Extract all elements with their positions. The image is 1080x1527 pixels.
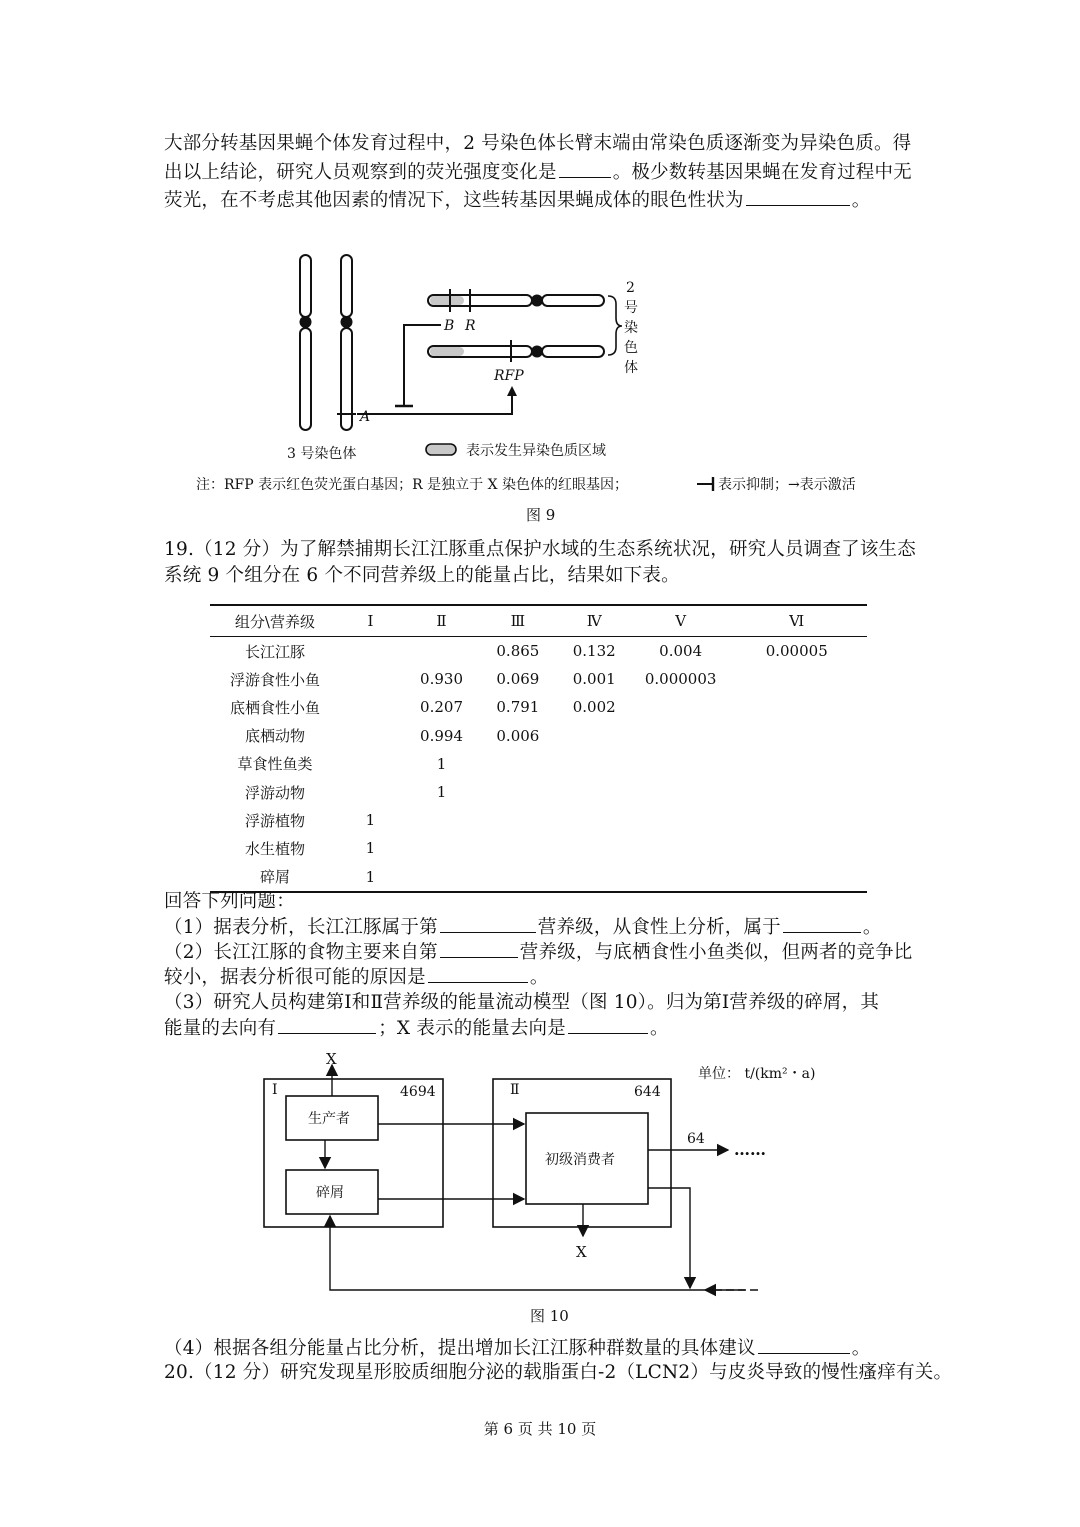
q1-text-b: 营养级，从食性上分析，属于: [537, 917, 781, 938]
intro-line-2a: 出以上结论，研究人员观察到的荧光强度变化是: [164, 162, 557, 183]
primary-consumer-label: 初级消费者: [545, 1152, 615, 1168]
table-cell: [554, 722, 635, 750]
q2-text-b: 营养级，与底栖食性小鱼类似，但两者的竞争比: [519, 942, 913, 963]
inhibition-line: [404, 325, 441, 406]
q2-text-c: 较小，据表分析很可能的原因是: [164, 967, 426, 988]
q20-line-1: 20.（12 分）研究发现星形胶质细胞分泌的载脂蛋白-2（LCN2）与皮炎导致的慢性瘙痒有关。: [164, 1362, 953, 1383]
table-row: [210, 834, 867, 862]
table-cell: [554, 806, 635, 834]
chromosome-2-label-ti: 体: [624, 360, 638, 376]
heterochromatin-legend-text: 表示发生异染色质区域: [466, 443, 606, 459]
q19-sub-2-cont: [164, 964, 549, 991]
table-cell: [635, 722, 727, 750]
table-header-cell: 组分\营养级: [210, 605, 340, 637]
table-cell: 0.994: [420, 726, 463, 745]
q3-text-b: 能量的去向有: [164, 1018, 277, 1039]
table-cell: [482, 778, 553, 806]
table-cell: [635, 750, 727, 778]
table-cell: 0.001: [572, 670, 616, 689]
table-cell: [401, 834, 482, 862]
table-cell: [482, 806, 553, 834]
table-cell: 0.004: [659, 642, 703, 661]
activation-line: [357, 392, 512, 414]
q19-line-1: 19.（12 分）为了解禁捕期长江江豚重点保护水域的生态系统状况，研究人员调查了该生态: [164, 539, 916, 560]
trophic-level-2-value: 644: [634, 1084, 661, 1100]
answer-prompt: 回答下列问题：: [164, 891, 295, 912]
centromere-3-left: [300, 316, 312, 328]
table-cell: 0.00005: [765, 642, 828, 661]
figure-9-note-b: 表示抑制；→表示激活: [718, 477, 856, 493]
table-cell: [726, 693, 867, 721]
figure-10-energy-flow-diagram: [0, 1040, 1080, 1300]
consumer-return-line: [648, 1188, 690, 1288]
table-cell: [482, 863, 553, 892]
table-cell: 1: [436, 783, 447, 802]
figure-10-caption: 图 10: [530, 1307, 569, 1325]
table-cell: [482, 750, 553, 778]
x-bottom-label: X: [576, 1243, 587, 1261]
intro-line-2b: 。极少数转基因果蝇在发育过程中无: [612, 162, 912, 183]
table-cell: 0.930: [420, 670, 463, 689]
chromosome-2-lower: [428, 340, 604, 362]
table-row: [210, 750, 867, 778]
table-cell: [340, 778, 401, 806]
table-cell: 0.132: [572, 642, 616, 661]
table-cell: 草食性鱼类: [237, 755, 313, 774]
table-row: [210, 778, 867, 806]
trophic-level-2-label: Ⅱ: [510, 1082, 520, 1098]
q4-text-b: 。: [851, 1338, 871, 1359]
activation-arrowhead: [507, 386, 517, 396]
table-cell: 0.002: [572, 698, 616, 717]
intro-line-2: [164, 159, 912, 186]
chromosome-2-label-hao: 号: [624, 300, 638, 316]
table-cell: [635, 693, 727, 721]
table-header-cell: Ⅲ: [482, 605, 553, 637]
table-row: [210, 806, 867, 834]
figure-9-note-a: 注：RFP 表示红色荧光蛋白基因；R 是独立于 X 染色体的红眼基因；: [196, 477, 628, 493]
table-cell: [726, 834, 867, 862]
table-cell: [340, 637, 401, 666]
answer-blank-q2-level[interactable]: [440, 939, 518, 958]
table-header-cell: Ⅵ: [726, 605, 867, 637]
q1-text-a: （1）据表分析，长江江豚属于第: [164, 917, 438, 938]
table-cell: 0.865: [496, 642, 540, 661]
q2-text-d: 。: [529, 967, 549, 988]
table-cell: [726, 722, 867, 750]
table-cell: 长江江豚: [244, 642, 305, 661]
chromosome-3-left: [300, 255, 311, 430]
q4-text-a: （4）根据各组分能量占比分析，提出增加长江江豚种群数量的具体建议: [164, 1338, 756, 1359]
table-cell: [340, 750, 401, 778]
table-cell: 1: [436, 754, 447, 773]
table-row: [210, 722, 867, 750]
detritus-label: 碎屑: [316, 1185, 344, 1201]
table-cell: 底栖食性小鱼: [229, 698, 320, 717]
table-cell: [401, 637, 482, 666]
table-cell: [635, 834, 727, 862]
table-cell: 碎屑: [210, 863, 340, 892]
table-cell: [554, 750, 635, 778]
chromosome-2-brace: [608, 296, 622, 355]
table-header-cell: Ⅱ: [401, 605, 482, 637]
table-cell: [726, 778, 867, 806]
trophic-level-1-label: Ⅰ: [272, 1082, 278, 1098]
q19-sub-2: [164, 939, 912, 966]
answer-blank-q3-detritus[interactable]: [278, 1015, 376, 1034]
centromere-3-right: [341, 316, 353, 328]
answer-blank-q2-reason[interactable]: [428, 964, 528, 983]
next-level-value: 64: [687, 1131, 705, 1147]
table-header-cell: Ⅳ: [554, 605, 635, 637]
intro-line-3b: 。: [851, 190, 871, 211]
table-cell: [401, 863, 482, 892]
q3-text-d: 。: [649, 1018, 669, 1039]
q19-sub-3-cont: [164, 1015, 669, 1042]
q2-text-a: （2）长江江豚的食物主要来自第: [164, 942, 438, 963]
heterochromatin-legend-swatch: [426, 444, 456, 455]
chromosome-2-label-num: 2: [626, 280, 635, 296]
chromosome-3-right: [341, 255, 352, 430]
producer-label: 生产者: [308, 1111, 350, 1127]
table-cell: 0.069: [496, 670, 540, 689]
table-cell: 0.006: [496, 726, 540, 745]
answer-blank-eye-color[interactable]: [746, 187, 850, 206]
table-cell: 浮游动物: [244, 783, 305, 802]
chromosome-2-label-se: 色: [624, 340, 638, 356]
intro-line-3a: 荧光，在不考虑其他因素的情况下，这些转基因果蝇成体的眼色性状为: [164, 190, 744, 211]
table-cell: 0.207: [420, 698, 463, 717]
table-cell: [726, 863, 867, 892]
table-cell: [401, 806, 482, 834]
energy-proportion-table: [210, 604, 867, 893]
page-footer: 第 6 页 共 10 页: [483, 1420, 597, 1438]
inhibition-symbol-icon: [697, 477, 713, 491]
table-row: [210, 693, 867, 721]
answer-blank-q4-suggestion[interactable]: [758, 1335, 850, 1354]
table-cell: [726, 750, 867, 778]
continuation-dots: ……: [734, 1140, 766, 1159]
unit-label: 单位： t/(km²・a): [698, 1066, 816, 1082]
q19-sub-1: [164, 914, 882, 941]
chromosome-3-label: 3 号染色体: [287, 446, 357, 462]
table-cell: 水生植物: [244, 839, 305, 858]
table-cell: 0.791: [496, 698, 540, 717]
gene-B-label: B: [444, 318, 455, 334]
table-cell: 底栖动物: [244, 727, 305, 746]
gene-A-label: A: [360, 409, 371, 425]
trophic-level-1-box: [264, 1079, 443, 1227]
table-cell: 1: [365, 839, 376, 858]
q3-text-c: ；X 表示的能量去向是: [378, 1018, 566, 1039]
table-cell: [554, 778, 635, 806]
table-cell: [635, 806, 727, 834]
q19-sub-3: （3）研究人员构建第Ⅰ和Ⅱ营养级的能量流动模型（图 10）。归为第Ⅰ营养级的碎屑，其: [164, 992, 880, 1013]
table-cell: [340, 665, 401, 693]
table-header-cell: Ⅴ: [635, 605, 727, 637]
chromosome-2-label-ran: 染: [624, 320, 638, 336]
table-cell: 0.000003: [644, 670, 717, 689]
intro-line-3: [164, 187, 870, 214]
table-cell: 1: [365, 811, 376, 830]
table-header-row: [210, 605, 867, 637]
table-row: [210, 863, 867, 892]
figure-9-chromosome-diagram: [0, 240, 1080, 510]
table-row: [210, 665, 867, 693]
answer-blank-q1-level[interactable]: [440, 914, 536, 933]
table-cell: [340, 722, 401, 750]
answer-blank-q1-diet[interactable]: [783, 914, 861, 933]
table-cell: [482, 834, 553, 862]
answer-blank-fluorescence[interactable]: [559, 159, 611, 178]
table-cell: [635, 778, 727, 806]
trophic-level-1-value: 4694: [400, 1084, 436, 1100]
table-cell: 1: [340, 863, 401, 892]
table-cell: [554, 834, 635, 862]
table-cell: 浮游食性小鱼: [229, 670, 320, 689]
table-row: [210, 637, 867, 666]
table-cell: 浮游植物: [244, 811, 305, 830]
q1-text-c: 。: [862, 917, 882, 938]
table-cell: [726, 806, 867, 834]
intro-line-1: 大部分转基因果蝇个体发育过程中，2 号染色体长臂末端由常染色质逐渐变为异染色质。得: [164, 133, 912, 154]
table-header-cell: Ⅰ: [340, 605, 401, 637]
table-cell: [726, 665, 867, 693]
q19-line-2: 系统 9 个组分在 6 个不同营养级上的能量占比，结果如下表。: [164, 565, 680, 586]
table-cell: [340, 693, 401, 721]
x-top-label: X: [326, 1050, 337, 1068]
q19-sub-4: [164, 1335, 870, 1362]
table-cell: [554, 863, 635, 892]
chromosome-2-upper: [428, 289, 604, 312]
table-cell: [635, 863, 727, 892]
gene-R-label: R: [465, 318, 476, 334]
gene-RFP-label: RFP: [494, 368, 524, 384]
figure-9-caption: 图 9: [526, 506, 556, 524]
answer-blank-q3-x[interactable]: [568, 1015, 648, 1034]
